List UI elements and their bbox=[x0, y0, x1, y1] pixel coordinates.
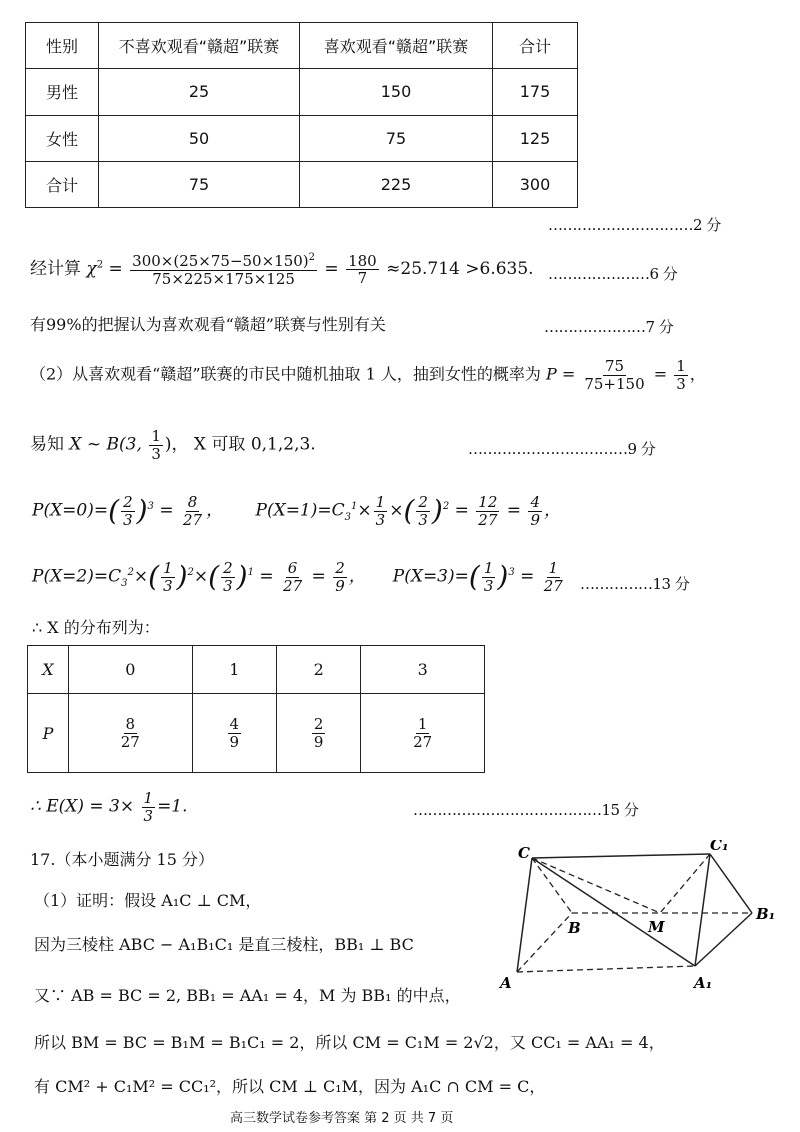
table-cell: 男性 bbox=[26, 69, 99, 115]
expect-num: 1 bbox=[143, 789, 154, 807]
score-mark: …………………………2 分 bbox=[548, 216, 721, 234]
chi-square-line: 经计算 $\chi^2$ = $\frac{300\times(25\times 75-50\times 150)^2}{75\times 225\times 175\times 125}$ = $\frac{180}{7}$ ≈25.714 >6.635. bbox=[30, 251, 534, 288]
table-cell bbox=[361, 694, 485, 773]
table-cell: 175 bbox=[493, 69, 578, 115]
chi-num-exp: 2 bbox=[308, 252, 316, 263]
q17-title: 17.（本小题满分 15 分） bbox=[30, 850, 214, 869]
q17-line-1: （1）证明：假设 A₁C ⊥ CM， bbox=[34, 891, 262, 910]
table-cell: 75 bbox=[300, 115, 493, 161]
p0-lhs: P(X=0)= bbox=[32, 500, 109, 521]
edge-b1a1 bbox=[695, 913, 752, 966]
p0-num: 8 bbox=[187, 493, 198, 511]
binom-prefix: 易知 bbox=[30, 434, 64, 455]
conclusion: 有99%的把握认为喜欢观看“赣超”联赛与性别有关 bbox=[30, 315, 386, 334]
edge-cc1 bbox=[532, 854, 710, 858]
p1-num2: 4 bbox=[530, 493, 540, 511]
table-header-cell: 合计 bbox=[493, 23, 578, 69]
chi-result: ≈25.714 >6.635. bbox=[386, 259, 534, 279]
prob-rnum: 1 bbox=[676, 357, 686, 375]
table-row bbox=[26, 115, 578, 161]
p0-value bbox=[181, 494, 204, 528]
expect-den: 3 bbox=[143, 806, 154, 825]
p3-lhs: P(X=3)= bbox=[392, 566, 469, 587]
table-header-cell: 不喜欢观看“赣超”联赛 bbox=[99, 23, 300, 69]
page-footer: 高三数学试卷参考答案 第 2 页 共 7 页 bbox=[230, 1111, 454, 1126]
table-cell: 合计 bbox=[26, 161, 99, 207]
q17-line-2: 因为三棱柱 ABC − A₁B₁C₁ 是直三棱柱，BB₁ ⊥ BC bbox=[34, 935, 414, 954]
table-row bbox=[28, 646, 485, 694]
edge-c1b1 bbox=[710, 854, 752, 913]
expect-tail: =1. bbox=[157, 796, 188, 817]
q17-line-3: 又∵ AB = BC = 2, BB₁ = AA₁ = 4，M 为 BB₁ 的中点， bbox=[34, 986, 461, 1005]
prob-row-1: P(X=0)=( $\frac{2}{3}$ )$^3$ = $\frac{8}{27}$ ， $P(X=1)=C_3^1\times$ $\frac{1}{3}$ ×( $\frac{2}{3}$ )$^2$ = $\frac{12}{27}$ = $\frac{4}{9}$ ， bbox=[32, 493, 561, 529]
p1-den2: 9 bbox=[530, 510, 540, 529]
p-den: 27 bbox=[413, 732, 433, 751]
p3-den: 27 bbox=[543, 576, 563, 595]
p-num: 1 bbox=[417, 715, 428, 733]
prob-den: 75+150 bbox=[584, 374, 645, 393]
chi-eq-num: 180 bbox=[348, 251, 377, 270]
expectation-line bbox=[30, 790, 188, 824]
p-label: P bbox=[28, 694, 69, 773]
expect-text: ∴ E(X) = 3× bbox=[30, 796, 135, 817]
prob-row-2: $P(X=2)=C_3^2\times$( $\frac{1}{3}$ )$^2$×( $\frac{2}{3}$ )$^1$ = $\frac{6}{27}$ = $\frac{2}{9}$ ， P(X=3)=( $\frac{1}{3}$ )$^3$ = $\frac{1}{27}$ bbox=[32, 559, 563, 595]
table-cell: 女性 bbox=[26, 115, 99, 161]
table-row bbox=[26, 69, 578, 115]
binom-text: X ~ B(3, bbox=[69, 434, 142, 455]
prob-num: 75 bbox=[604, 357, 625, 375]
edge-ca1 bbox=[532, 858, 695, 966]
label-m: M bbox=[648, 918, 665, 936]
p2-den2: 9 bbox=[335, 576, 345, 595]
p-num: 2 bbox=[313, 715, 324, 733]
table-cell: 300 bbox=[493, 161, 578, 207]
edge-c1a1 bbox=[695, 854, 710, 966]
table-cell: 225 bbox=[300, 161, 493, 207]
label-b1: B₁ bbox=[756, 905, 776, 923]
prob-rden: 3 bbox=[676, 374, 686, 393]
part2-text: （2）从喜欢观看“赣超”联赛的市民中随机抽取 1 人，抽到女性的概率为 bbox=[30, 364, 541, 384]
distribution-intro: ∴ X 的分布列为： bbox=[32, 618, 160, 637]
score-mark: …………………6 分 bbox=[548, 265, 678, 283]
score-mark: …………………………………15 分 bbox=[413, 801, 639, 819]
p-den: 9 bbox=[229, 732, 240, 751]
p3-num: 1 bbox=[548, 559, 559, 577]
table-cell bbox=[69, 694, 193, 773]
p1-num1: 12 bbox=[478, 493, 498, 511]
p2-lhs: P(X=2)=C bbox=[32, 566, 122, 587]
prism-diagram bbox=[490, 840, 790, 1000]
p1-lhs: P(X=1)=C bbox=[255, 500, 345, 521]
distribution-table bbox=[27, 645, 485, 773]
chi-num: 300×(25×75−50×150) bbox=[132, 252, 309, 270]
table-cell: 75 bbox=[99, 161, 300, 207]
table-cell: 0 bbox=[69, 646, 193, 694]
chi-exp: 2 bbox=[96, 259, 104, 271]
label-c1: C₁ bbox=[710, 840, 729, 854]
table-row bbox=[28, 694, 485, 773]
p2-num1: 6 bbox=[287, 559, 298, 577]
label-a: A bbox=[500, 974, 512, 992]
table-cell: 25 bbox=[99, 69, 300, 115]
table-cell bbox=[192, 694, 276, 773]
binom-den: 3 bbox=[151, 444, 161, 463]
label-c: C bbox=[518, 844, 530, 862]
binom-num: 1 bbox=[151, 427, 161, 445]
table-cell: 1 bbox=[192, 646, 276, 694]
table-cell: 125 bbox=[493, 115, 578, 161]
chi-prefix: 经计算 bbox=[30, 259, 81, 279]
q17-line-4: 所以 BM = BC = B₁M = B₁C₁ = 2，所以 CM = C₁M = 2√2，又 CC₁ = AA₁ = 4， bbox=[34, 1033, 665, 1052]
prob-symbol: P bbox=[546, 364, 557, 384]
chi-symbol: χ bbox=[86, 259, 97, 279]
edge-aa1 bbox=[517, 966, 695, 972]
label-a1: A₁ bbox=[694, 974, 713, 992]
binomial-line bbox=[30, 428, 316, 462]
p-den: 27 bbox=[120, 732, 140, 751]
table-header-cell: 喜欢观看“赣超”联赛 bbox=[300, 23, 493, 69]
prob-fraction bbox=[582, 358, 646, 392]
table-header-cell: 性别 bbox=[26, 23, 99, 69]
binom-frac bbox=[149, 428, 163, 462]
edge-c1m bbox=[660, 854, 710, 913]
part2-line: （2）从喜欢观看“赣超”联赛的市民中随机抽取 1 人，抽到女性的概率为 P = $\frac{75}{75+150}$ = $\frac{1}{3}$ ， bbox=[30, 357, 706, 393]
table-cell: 150 bbox=[300, 69, 493, 115]
label-b: B bbox=[568, 919, 581, 937]
p1-den1: 27 bbox=[478, 510, 498, 529]
table-header-row bbox=[26, 23, 578, 69]
p0-den: 27 bbox=[182, 510, 203, 529]
score-mark: …………………7 分 bbox=[544, 318, 674, 336]
chi-fraction bbox=[130, 252, 317, 287]
chi-den: 75×225×175×125 bbox=[152, 269, 295, 288]
table-cell: 50 bbox=[99, 115, 300, 161]
score-mark: ……………13 分 bbox=[580, 575, 690, 593]
edge-ca bbox=[517, 858, 532, 972]
table-cell bbox=[276, 694, 360, 773]
score-mark: ……………………………9 分 bbox=[468, 440, 656, 458]
x-label: X bbox=[28, 646, 69, 694]
table-row bbox=[26, 161, 578, 207]
p2-den1: 27 bbox=[283, 576, 303, 595]
q17-line-5: 有 CM² + C₁M² = CC₁²，所以 CM ⊥ C₁M，因为 A₁C ∩ CM = C， bbox=[34, 1077, 546, 1096]
table-cell: 3 bbox=[361, 646, 485, 694]
edge-ab bbox=[517, 913, 572, 972]
contingency-table bbox=[25, 22, 578, 208]
p-den: 9 bbox=[313, 732, 324, 751]
chi-eq-den: 7 bbox=[357, 269, 368, 287]
binom-tail: )， bbox=[164, 434, 189, 455]
p-num: 8 bbox=[125, 715, 136, 733]
prob-result bbox=[674, 358, 688, 392]
p2-num2: 2 bbox=[335, 559, 345, 577]
binom-take: X 可取 0,1,2,3. bbox=[193, 434, 316, 455]
chi-simplified bbox=[346, 253, 379, 287]
table-cell: 2 bbox=[276, 646, 360, 694]
p-num: 4 bbox=[229, 715, 240, 733]
